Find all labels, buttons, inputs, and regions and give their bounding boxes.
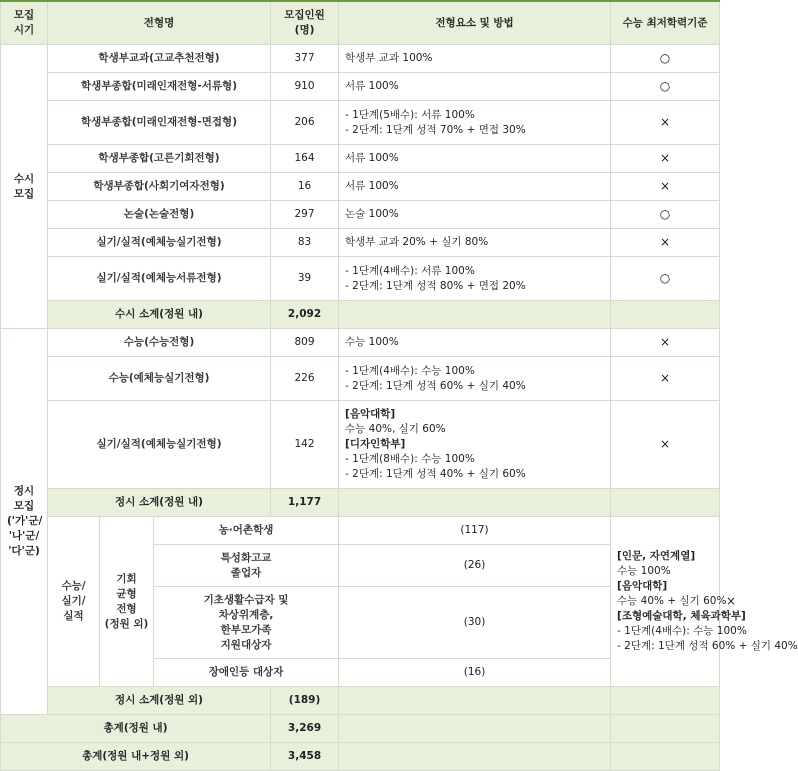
admission-name: 장애인등 대상자 <box>154 659 339 687</box>
method-line: [음악대학] <box>617 580 668 592</box>
method-cell <box>339 145 611 173</box>
admission-name: 학생부종합(미래인재전형-서류형) <box>48 73 271 101</box>
method-line: - 1단계(5배수): 서류 100% <box>345 108 475 121</box>
method-line: 서류 100% <box>345 152 399 164</box>
method-cell <box>339 357 611 401</box>
method-line: 서류 100% <box>345 180 399 192</box>
criteria-mark: ○ <box>611 201 720 229</box>
subtotal-label: 정시 소계(정원 외) <box>48 687 271 715</box>
subtotal-value: 2,092 <box>271 301 339 329</box>
admission-name: 농·어촌학생 <box>154 517 339 545</box>
method-cell <box>339 45 611 73</box>
admission-name: 학생부종합(미래인재전형-면접형) <box>48 101 271 145</box>
header-criteria: 수능 최저학력기준 <box>611 1 720 45</box>
criteria-mark: × <box>611 101 720 145</box>
admission-name: 학생부종합(고른기회전형) <box>48 145 271 173</box>
admission-name: 학생부종합(사회기여자전형) <box>48 173 271 201</box>
admission-count: 809 <box>271 329 339 357</box>
method-cell <box>339 201 611 229</box>
criteria-mark: × <box>611 401 720 489</box>
header-method: 전형요소 및 방법 <box>339 1 611 45</box>
table-row <box>1 101 720 145</box>
total-value: 3,458 <box>271 743 339 771</box>
table-row <box>1 201 720 229</box>
extra-group-category: 기회 균형 전형 (정원 외) <box>100 517 154 687</box>
admission-count: 39 <box>271 257 339 301</box>
table-row <box>1 229 720 257</box>
admission-name: 실기/실적(예체능서류전형) <box>48 257 271 301</box>
subtotal-empty <box>339 489 611 517</box>
admission-name: 기초생활수급자 및 차상위계층, 한부모가족 지원대상자 <box>154 587 339 659</box>
admission-count: 910 <box>271 73 339 101</box>
method-cell <box>339 73 611 101</box>
admission-count: 83 <box>271 229 339 257</box>
subtotal-row <box>1 489 720 517</box>
method-cell <box>339 101 611 145</box>
admission-count: 226 <box>271 357 339 401</box>
header-period: 모집 시기 <box>1 1 48 45</box>
table-row <box>1 145 720 173</box>
admission-count: 297 <box>271 201 339 229</box>
method-line: 학생부 교과 100% <box>345 52 433 64</box>
method-cell <box>339 329 611 357</box>
method-line: - 2단계: 1단계 성적 60% + 실기 40% <box>345 379 526 392</box>
subtotal-label: 정시 소계(정원 내) <box>48 489 271 517</box>
table-row <box>1 401 720 489</box>
admission-count: 142 <box>271 401 339 489</box>
header-count: 모집인원 (명) <box>271 1 339 45</box>
total-empty <box>611 743 720 771</box>
method-line: 수능 40%, 실기 60% <box>345 423 446 435</box>
method-line: - 1단계(4배수): 수능 100% <box>345 364 475 377</box>
subtotal-empty <box>339 301 611 329</box>
admission-name: 실기/실적(예체능실기전형) <box>48 229 271 257</box>
admission-name: 실기/실적(예체능실기전형) <box>48 401 271 489</box>
total-empty <box>611 715 720 743</box>
admission-count: (16) <box>339 659 611 687</box>
method-line: 서류 100% <box>345 80 399 92</box>
method-line: - 1단계(8배수): 수능 100% <box>345 453 475 465</box>
period-jungsi: 정시 모집 ('가'군/ '나'군/ '다'군) <box>1 329 48 715</box>
criteria-mark: ○ <box>611 257 720 301</box>
table-row <box>1 73 720 101</box>
subtotal-label: 수시 소계(정원 내) <box>48 301 271 329</box>
method-line: 수능 100% <box>617 565 671 577</box>
table-row <box>1 173 720 201</box>
subtotal-row <box>1 301 720 329</box>
criteria-mark: ○ <box>611 73 720 101</box>
table-row <box>1 45 720 73</box>
criteria-mark: ○ <box>611 45 720 73</box>
method-cell <box>339 173 611 201</box>
admission-name: 수능(예체능실기전형) <box>48 357 271 401</box>
method-line: [디자인학부] <box>345 438 406 450</box>
criteria-mark: × <box>611 229 720 257</box>
admission-name: 특성화고교 졸업자 <box>154 545 339 587</box>
table-row: 수능/ 실기/ 실적 기회 균형 전형 (정원 외) 농·어촌학생 (117) [인문, 자연계열] 수능 100% [음악대학] 수능 40% + 실기 60% [조형예술대학, 체육과학부] - 1단계(4배수): 수능 100% - 2단계: 1단계 성적 60% + 실기 40% × <box>1 517 720 545</box>
header-name: 전형명 <box>48 1 271 45</box>
subtotal-empty <box>611 489 720 517</box>
criteria-mark: × <box>611 329 720 357</box>
subtotal-value: (189) <box>271 687 339 715</box>
total-value: 3,269 <box>271 715 339 743</box>
table-row <box>1 257 720 301</box>
period-susi: 수시 모집 <box>1 45 48 329</box>
admission-name: 학생부교과(고교추천전형) <box>48 45 271 73</box>
table-body <box>1 45 798 771</box>
method-line: - 2단계: 1단계 성적 40% + 실기 60% <box>345 468 526 480</box>
table-row <box>1 329 720 357</box>
method-line: 논술 100% <box>345 208 399 220</box>
method-line: 학생부 교과 20% + 실기 80% <box>345 236 489 248</box>
table-row <box>1 357 720 401</box>
method-cell <box>339 257 611 301</box>
total-label: 총계(정원 내+정원 외) <box>1 743 271 771</box>
admission-count: (26) <box>339 545 611 587</box>
total-row <box>1 715 720 743</box>
subtotal-empty <box>611 301 720 329</box>
subtotal-row <box>1 687 720 715</box>
method-line: 수능 40% + 실기 60% <box>617 595 727 607</box>
admission-count: 377 <box>271 45 339 73</box>
method-line: - 1단계(4배수): 서류 100% <box>345 264 475 277</box>
criteria-mark: × <box>611 145 720 173</box>
method-line: [음악대학] <box>345 408 396 420</box>
admission-name: 수능(수능전형) <box>48 329 271 357</box>
extra-group-type: 수능/ 실기/ 실적 <box>48 517 100 687</box>
total-empty <box>339 715 611 743</box>
total-row <box>1 743 720 771</box>
method-line: [조형예술대학, 체육과학부] <box>617 610 746 622</box>
admission-count: (117) <box>339 517 611 545</box>
method-cell <box>611 517 798 687</box>
admission-name: 논술(논술전형) <box>48 201 271 229</box>
total-empty <box>339 743 611 771</box>
subtotal-empty <box>611 687 720 715</box>
method-cell <box>339 401 611 489</box>
method-line: - 2단계: 1단계 성적 80% + 면접 20% <box>345 279 526 292</box>
criteria-mark: × <box>611 357 720 401</box>
subtotal-empty <box>339 687 611 715</box>
method-line: 수능 100% <box>345 336 399 348</box>
criteria-mark: × <box>611 173 720 201</box>
admission-count: (30) <box>339 587 611 659</box>
method-line: [인문, 자연계열] <box>617 550 696 562</box>
admission-count: 164 <box>271 145 339 173</box>
total-label: 총계(정원 내) <box>1 715 271 743</box>
method-line: - 2단계: 1단계 성적 70% + 면접 30% <box>345 123 526 136</box>
admission-count: 16 <box>271 173 339 201</box>
method-line: - 1단계(4배수): 수능 100% <box>617 625 747 637</box>
method-cell <box>339 229 611 257</box>
subtotal-value: 1,177 <box>271 489 339 517</box>
admission-count: 206 <box>271 101 339 145</box>
method-line: - 2단계: 1단계 성적 60% + 실기 40% <box>617 640 798 652</box>
